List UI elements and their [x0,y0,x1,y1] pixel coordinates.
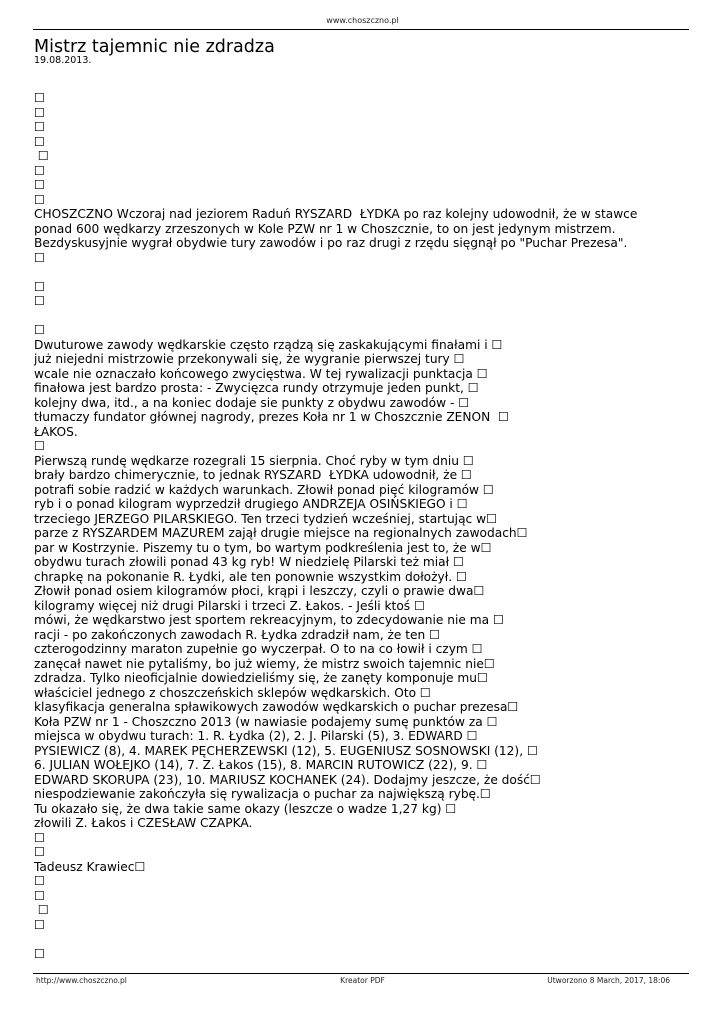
body-line: ☐ [34,874,45,888]
article-date: 19.08.2013. [34,55,92,66]
body-line [34,309,684,324]
article-body [34,91,684,961]
body-line: parze z RYSZARDEM MAZUREM zajął drugie miejsce na regionalnych zawodach☐ [34,526,528,540]
body-line: Tadeusz Krawiec☐ [34,859,146,874]
body-line: klasyfikacja generalna spławikowych zawodów wędkarskich o puchar prezesa☐ [34,700,519,714]
body-line: ☐ [34,120,45,134]
body-line: ☐ [34,917,45,932]
body-line: kilogramy więcej niż drugi Pilarski i trzeci Z. Łakos. - Jeśli ktoś ☐ [34,598,425,613]
body-line: EDWARD SKORUPA (23), 10. MARIUSZ KOCHANEK (24). Dodajmy jeszcze, że dość☐ [34,772,541,787]
body-line: ☐ [34,830,45,845]
body-line: brały bardzo chimerycznie, to jednak RYSZARD ŁYDKA udowodnił, że ☐ [34,468,472,482]
body-line: obydwu turach złowili ponad 43 kg ryb! W niedzielę Pilarski też miał ☐ [34,555,464,569]
body-line: ☐ [34,294,45,308]
body-line: PYSIEWICZ (8), 4. MAREK PĘCHERZEWSKI (12), 5. EUGENIUSZ SOSNOWSKI (12), ☐ [34,743,538,758]
body-line: racji - po zakończonych zawodach R. Łydka zdradził nam, że ten ☐ [34,627,441,642]
body-line: potrafi sobie radzić w każdych warunkach. Złowił ponad pięć kilogramów ☐ [34,482,494,497]
footer-created: Utworzono 8 March, 2017, 18:06 [547,976,670,985]
body-line: ŁAKOS. [34,424,78,439]
body-line: kolejny dwa, itd., a na koniec dodaje sie punkty z obydwu zawodów - ☐ [34,395,470,410]
body-line: niespodziewanie zakończyła się rywalizacja o puchar za największą rybę.☐ [34,787,491,801]
body-line: ☐ [34,323,45,337]
body-line: Tu okazało się, że dwa takie same okazy (leszcze o wadze 1,27 kg) ☐ [34,801,457,816]
body-line: ☐ [34,903,49,917]
header-divider [33,29,689,30]
body-line: CHOSZCZNO Wczoraj nad jeziorem Raduń RYSZARD ŁYDKA po raz kolejny udowodnił, że w stawce [34,207,638,221]
body-line: finałowa jest bardzo prosta: - Zwycięzca rundy otrzymuje jeden punkt, ☐ [34,381,479,395]
body-line: właściciel jednego z choszczeńskich sklepów wędkarskich. Oto ☐ [34,685,431,700]
body-line: trzeciego JERZEGO PILARSKIEGO. Ten trzeci tydzień wcześniej, startując w☐ [34,511,498,526]
body-line: ☐ [34,178,45,192]
body-line: ☐ [34,134,45,149]
body-line: chrapkę na pokonanie R. Łydki, ale ten ponownie wszystkim dołożył. ☐ [34,569,467,584]
body-line: ☐ [34,250,45,265]
body-line: ☐ [34,91,45,105]
body-line: ☐ [34,888,45,903]
body-line: par w Kostrzynie. Piszemy tu o tym, bo wartym podkreślenia jest to, że w☐ [34,540,492,555]
header-site-url: www.choszczno.pl [326,16,399,25]
body-line: ☐ [34,105,45,120]
body-line: złowili Z. Łakos i CZESŁAW CZAPKA. [34,816,253,830]
body-line: miejsca w obydwu turach: 1. R. Łydka (2), 2. J. Pilarski (5), 3. EDWARD ☐ [34,729,478,743]
body-line [34,265,684,280]
article-title: Mistrz tajemnic nie zdradza [34,37,275,57]
body-line: już niejedni mistrzowie przekonywali się, że wygranie pierwszej tury ☐ [34,352,465,366]
body-line [34,932,684,947]
body-line: 6. JULIAN WOŁEJKO (14), 7. Z. Łakos (15), 8. MARCIN RUTOWICZ (22), 9. ☐ [34,758,488,772]
body-line: mówi, że wędkarstwo jest sportem rekreacyjnym, to zdecydowanie nie ma ☐ [34,613,504,627]
body-line: ☐ [34,946,45,961]
body-line: Złowił ponad osiem kilogramów płoci, krąpi i leszczy, czyli o prawie dwa☐ [34,584,485,598]
body-line: ryb i o ponad kilogram wyprzedził drugiego ANDRZEJA OSIŃSKIEGO i ☐ [34,497,468,511]
body-line: ☐ [34,439,45,453]
footer-url: http://www.choszczno.pl [36,976,127,985]
body-line: Koła PZW nr 1 - Choszczno 2013 (w nawiasie podajemy sumę punktów za ☐ [34,714,498,729]
footer-generator: Kreator PDF [340,976,385,985]
body-line: ☐ [34,279,45,294]
body-line: Bezdyskusyjnie wygrał obydwie tury zawodów i po raz drugi z rzędu sięgnął po "Puchar Prezesa". [34,236,628,250]
body-line: Pierwszą rundę wędkarze rozegrali 15 sierpnia. Choć ryby w tym dniu ☐ [34,453,474,468]
body-line: ☐ [34,845,45,859]
body-line: ☐ [34,149,49,163]
footer-divider [33,973,689,974]
body-line: ☐ [34,163,45,178]
body-line: Dwuturowe zawody wędkarskie często rządzą się zaskakującymi finałami i ☐ [34,337,503,352]
body-line: tłumaczy fundator głównej nagrody, prezes Koła nr 1 w Choszcznie ZENON ☐ [34,410,509,424]
body-line: zanęcał nawet nie pytaliśmy, bo już wiemy, że mistrz swoich tajemnic nie☐ [34,656,495,671]
body-line: ponad 600 wędkarzy zrzeszonych w Kole PZW nr 1 w Choszcznie, to on jest jedynym mistrzem. [34,221,616,236]
body-line: ☐ [34,192,45,207]
body-line: wcale nie oznaczało końcowego zwycięstwa. W tej rywalizacji punktacja ☐ [34,366,488,381]
body-line: zdradza. Tylko nieoficjalnie dowiedzieliśmy się, że zanęty komponuje mu☐ [34,671,488,685]
body-line: czterogodzinny maraton zupełnie go wyczerpał. O to na co łowił i czym ☐ [34,642,483,656]
